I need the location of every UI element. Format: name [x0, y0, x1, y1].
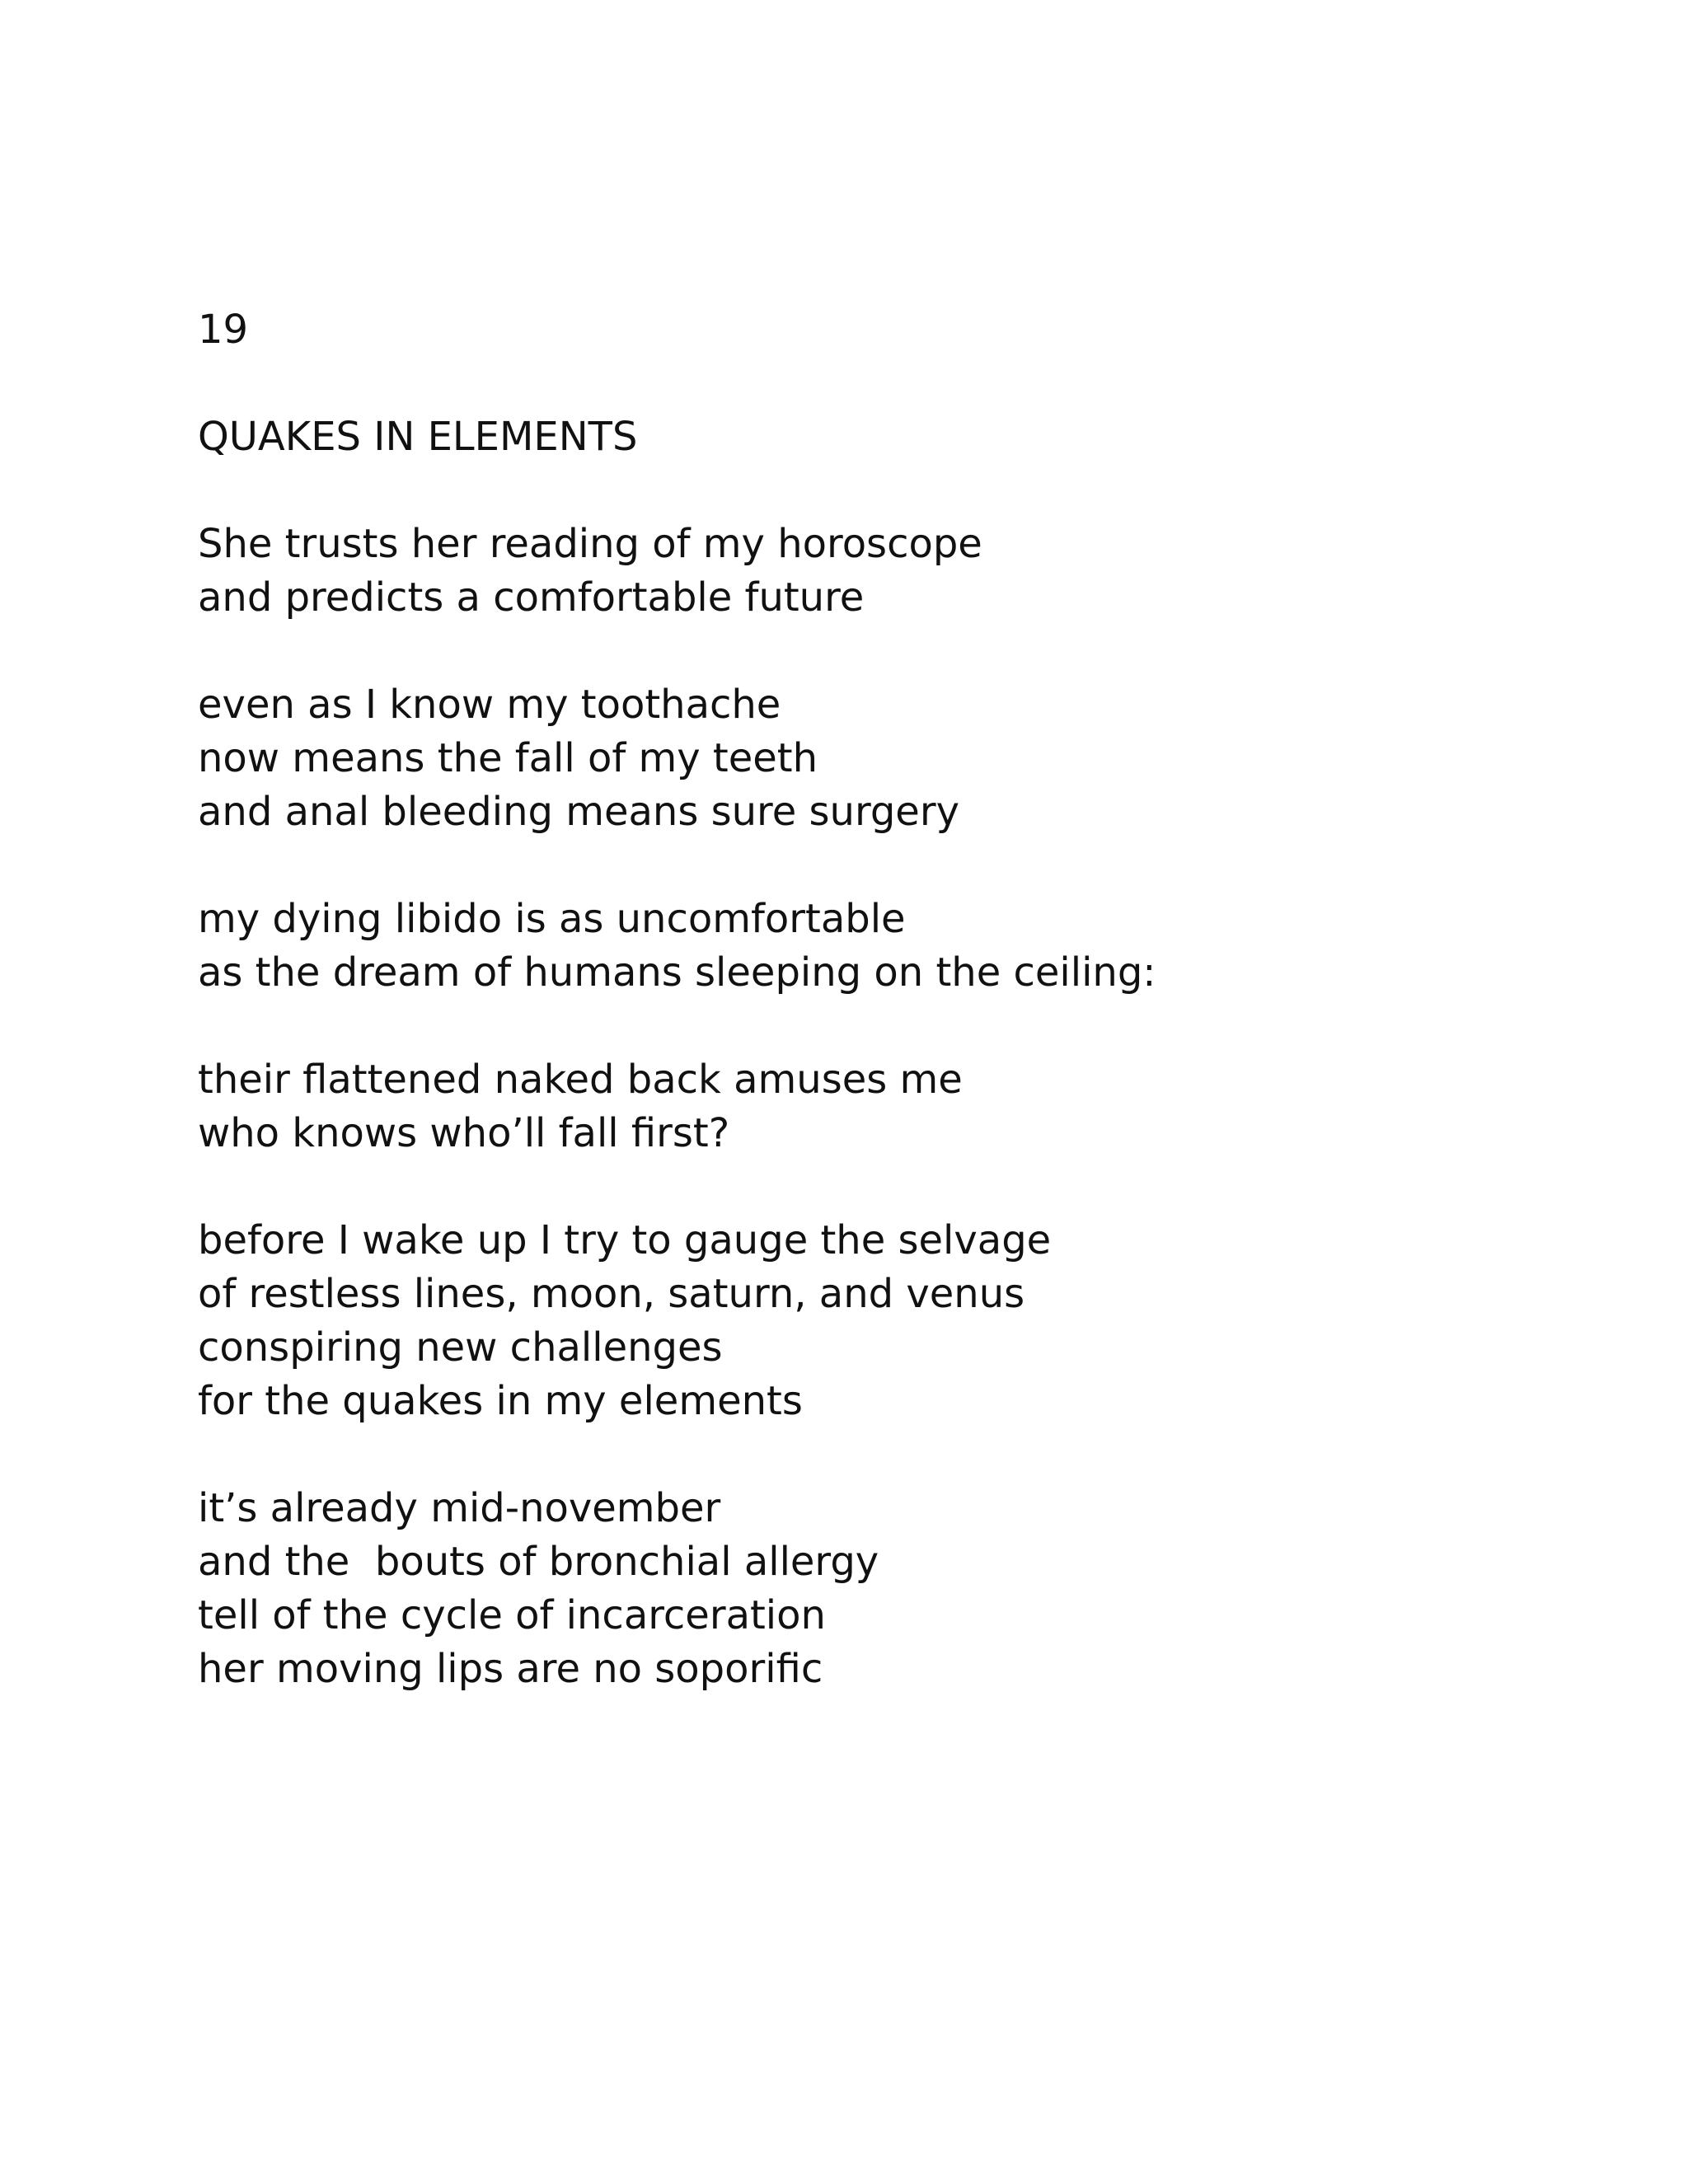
poem-line: who knows who’ll fall first?: [198, 1110, 730, 1156]
poem-line: She trusts her reading of my horoscope: [198, 521, 982, 567]
poem-line: before I wake up I try to gauge the selvage: [198, 1217, 1052, 1263]
poem-line: even as I know my toothache: [198, 682, 781, 728]
stanza-1: [198, 518, 1599, 625]
poem-line: as the dream of humans sleeping on the ceiling:: [198, 949, 1156, 996]
stanza-5: [198, 1214, 1599, 1428]
poem-line: for the quakes in my elements: [198, 1378, 803, 1424]
page-number: 19: [198, 307, 249, 353]
stanza-2: [198, 678, 1599, 839]
poem-line: tell of the cycle of incarceration: [198, 1592, 826, 1638]
poem-title: QUAKES IN ELEMENTS: [198, 414, 638, 460]
poem-line: their flattened naked back amuses me: [198, 1057, 963, 1103]
poem-line: my dying libido is as uncomfortable: [198, 896, 906, 942]
poem-line: and predicts a comfortable future: [198, 574, 865, 621]
stanza-6: [198, 1482, 1599, 1696]
stanza-4: [198, 1053, 1599, 1160]
poem-line: her moving lips are no soporific: [198, 1646, 823, 1692]
poem-line: and anal bleeding means sure surgery: [198, 789, 959, 835]
poem-line: now means the fall of my teeth: [198, 735, 818, 781]
poem-line: and the bouts of bronchial allergy: [198, 1539, 879, 1585]
poem-line: conspiring new challenges: [198, 1324, 723, 1371]
poem-line: of restless lines, moon, saturn, and venus: [198, 1271, 1025, 1317]
poem-line: it’s already mid-november: [198, 1485, 721, 1531]
poem-content: [198, 303, 1599, 1696]
stanza-3: [198, 893, 1599, 1000]
